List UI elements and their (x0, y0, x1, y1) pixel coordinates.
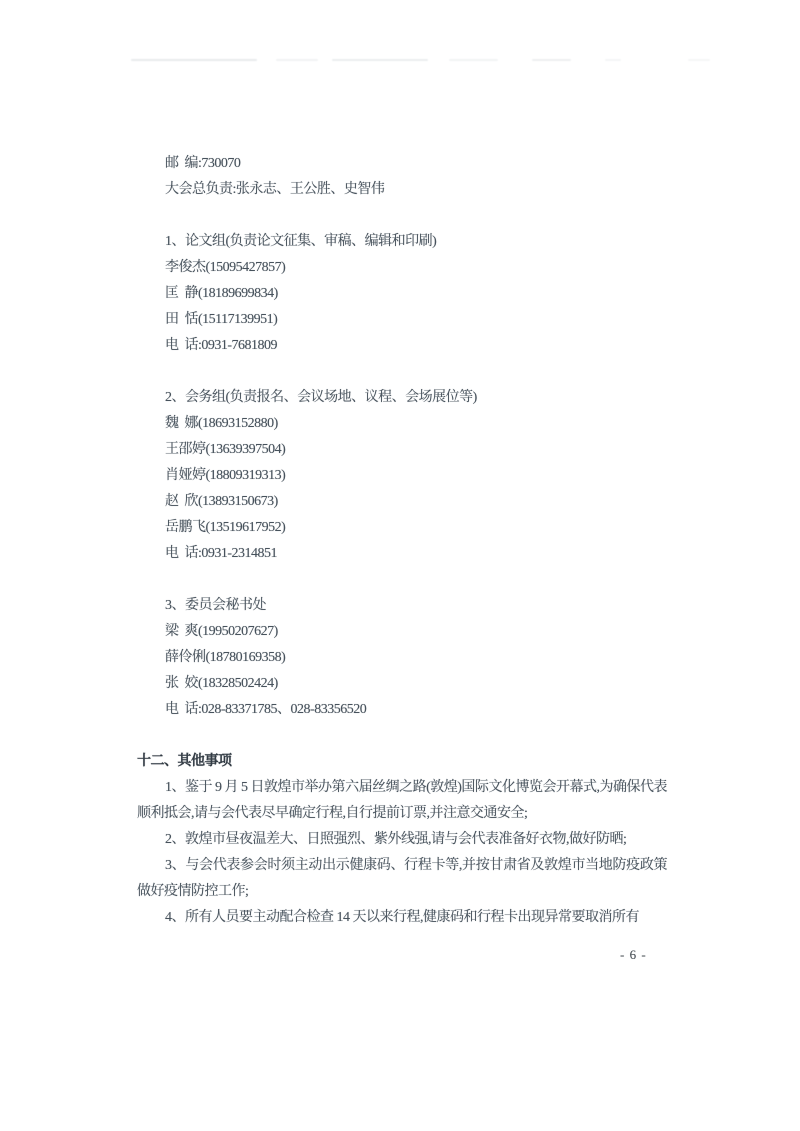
notice-item-4: 4、所有人员要主动配合检查 14 天以来行程,健康码和行程卡出现异常要取消所有 (165, 910, 639, 925)
member-line: 李俊杰(15095427857) (165, 260, 286, 275)
scan-artifact-segment (605, 59, 621, 61)
member-line: 张 姣(18328502424) (165, 676, 278, 691)
postal-code-line: 邮 编:730070 (165, 156, 241, 171)
page-number: - 6 - (620, 947, 647, 962)
phone-line: 电 话:0931-2314851 (165, 546, 278, 561)
member-line: 赵 欣(13893150673) (165, 494, 278, 509)
phone-line: 电 话:0931-7681809 (165, 338, 278, 353)
section-heading: 十二、其他事项 (137, 754, 232, 769)
contact-header (165, 151, 667, 203)
member-line: 匡 静(18189699834) (165, 286, 278, 301)
member-line: 梁 爽(19950207627) (165, 624, 278, 639)
member-line: 田 恬(15117139951) (165, 312, 278, 327)
member-line: 王邵婷(13639397504) (165, 442, 286, 457)
scan-artifact-segment (276, 59, 318, 61)
scan-artifact-segment (449, 59, 498, 61)
group-title: 3、委员会秘书处 (165, 598, 266, 613)
group-title: 2、会务组(负责报名、会议场地、议程、会场展位等) (165, 390, 477, 405)
group-title: 1、论文组(负责论文征集、审稿、编辑和印刷) (165, 234, 437, 249)
member-line: 薛伶俐(18780169358) (165, 650, 286, 665)
notice-item-1: 1、鉴于 9 月 5 日敦煌市举办第六届丝绸之路(敦煌)国际文化博览会开幕式,为确保代表顺利抵会,请与会代表尽早确定行程,自行提前订票,并注意交通安全; (137, 780, 667, 821)
member-line: 肖娅婷(18809319313) (165, 468, 286, 483)
other-matters-section (137, 749, 667, 931)
group-paper-committee (165, 229, 667, 359)
phone-line: 电 话:028-83371785、028-83356520 (165, 702, 367, 717)
general-director-line: 大会总负责:张永志、王公胜、史智伟 (165, 182, 385, 197)
scan-artifact-segment (688, 59, 710, 61)
scan-artifact-segment (332, 59, 428, 61)
group-secretariat (165, 593, 667, 723)
notice-item-3: 3、与会代表参会时须主动出示健康码、行程卡等,并按甘肃省及敦煌市当地防疫政策做好疫情防控工作; (137, 858, 667, 899)
scan-artifact-segment (532, 59, 571, 61)
member-line: 魏 娜(18693152880) (165, 416, 278, 431)
scan-artifact-segment (131, 59, 257, 61)
scan-artifact-line (0, 58, 800, 62)
group-conference-affairs (165, 385, 667, 567)
notice-item-2: 2、敦煌市昼夜温差大、日照强烈、紫外线强,请与会代表准备好衣物,做好防晒; (165, 832, 627, 847)
contact-block (165, 151, 667, 723)
member-line: 岳鹏飞(13519617952) (165, 520, 286, 535)
page-content (137, 151, 667, 931)
